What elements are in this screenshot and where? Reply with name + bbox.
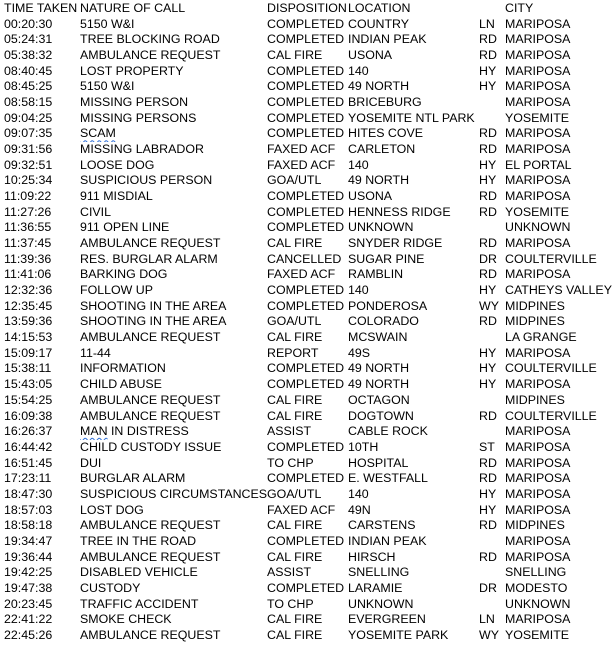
cell-city: COULTERVILLE [505, 361, 597, 376]
cell-location: PONDEROSA [348, 298, 428, 313]
cell-nature: SUSPICIOUS PERSON [80, 173, 213, 188]
cell-disposition: COMPLETED [267, 471, 345, 486]
cell-nature: AMBULANCE REQUEST [80, 330, 221, 345]
cell-nature: AMBULANCE REQUEST [80, 47, 221, 62]
table-row [0, 17, 614, 33]
cell-time: 20:23:45 [4, 596, 53, 611]
cell-road-type: RD [479, 47, 497, 62]
cell-city: MARIPOSA [505, 47, 571, 62]
cell-nature: AMBULANCE REQUEST [80, 392, 221, 407]
table-row [0, 346, 614, 362]
cell-location: HENNESS RIDGE [348, 204, 451, 219]
cell-city: YOSEMITE [505, 110, 570, 125]
cell-road-type: HY [479, 173, 497, 188]
table-row [0, 471, 614, 487]
cell-city: MARIPOSA [505, 345, 571, 360]
cell-time: 05:24:31 [4, 32, 53, 47]
cell-city: MARIPOSA [505, 16, 571, 31]
cell-time: 16:51:45 [4, 455, 53, 470]
cell-location: HOSPITAL [348, 455, 409, 470]
table-row [0, 173, 614, 189]
table-row [0, 95, 614, 111]
cell-time: 08:40:45 [4, 63, 53, 78]
cell-nature: TRAFFIC ACCIDENT [80, 596, 199, 611]
cell-time: 11:41:06 [4, 267, 52, 282]
cell-nature: SMOKE CHECK [80, 612, 172, 627]
cell-city: MARIPOSA [505, 173, 571, 188]
table-row [0, 32, 614, 48]
table-row [0, 534, 614, 550]
cell-city: SNELLING [505, 565, 567, 580]
cell-disposition: COMPLETED [267, 188, 345, 203]
cell-location: 49 NORTH [348, 361, 410, 376]
cell-road-type: DR [479, 251, 497, 266]
cell-disposition: CAL FIRE [267, 549, 323, 564]
cell-nature: AMBULANCE REQUEST [80, 236, 221, 251]
cell-disposition: COMPLETED [267, 94, 345, 109]
cell-nature [80, 126, 268, 142]
cell-disposition: GOA/UTL [267, 486, 322, 501]
cell-disposition: COMPLETED [267, 63, 345, 78]
table-row [0, 299, 614, 315]
cell-disposition: FAXED ACF [267, 157, 336, 172]
cell-location: CARSTENS [348, 518, 416, 533]
cell-road-type: WY [479, 298, 499, 313]
cell-nature: RES. BURGLAR ALARM [80, 251, 218, 266]
cell-disposition: FAXED ACF [267, 141, 336, 156]
cell-time: 11:27:26 [4, 204, 52, 219]
cell-road-type: HY [479, 361, 497, 376]
table-row [0, 79, 614, 95]
cell-location: LARAMIE [348, 580, 403, 595]
cell-city: MARIPOSA [505, 486, 571, 501]
cell-time: 13:59:36 [4, 314, 53, 329]
cell-road-type: RD [479, 471, 497, 486]
cell-time: 00:20:30 [4, 16, 53, 31]
cell-nature: CHILD ABUSE [80, 377, 162, 392]
cell-disposition: COMPLETED [267, 16, 345, 31]
cell-location: MCSWAIN [348, 330, 408, 345]
table-row [0, 283, 614, 299]
cell-location: INDIAN PEAK [348, 533, 427, 548]
table-row [0, 252, 614, 268]
cell-city: MARIPOSA [505, 79, 571, 94]
cell-city: UNKNOWN [505, 220, 571, 235]
cell-nature: TREE BLOCKING ROAD [80, 32, 220, 47]
cell-nature: AMBULANCE REQUEST [80, 549, 221, 564]
cell-disposition: COMPLETED [267, 32, 345, 47]
cell-location: YOSEMITE PARK [348, 628, 449, 643]
cell-nature: AMBULANCE REQUEST [80, 518, 221, 533]
cell-disposition: COMPLETED [267, 580, 345, 595]
table-row [0, 581, 614, 597]
cell-location: SUGAR PINE [348, 251, 425, 266]
cell-time: 05:38:32 [4, 47, 53, 62]
cell-city: MARIPOSA [505, 236, 571, 251]
table-row [0, 487, 614, 503]
cell-nature: CIVIL [80, 204, 111, 219]
cell-disposition: TO CHP [267, 455, 314, 470]
cell-disposition: ASSIST [267, 424, 312, 439]
cell-nature: CUSTODY [80, 580, 141, 595]
cell-nature: SHOOTING IN THE AREA [80, 314, 227, 329]
cell-disposition: CAL FIRE [267, 47, 323, 62]
cell-time: 11:36:55 [4, 220, 52, 235]
cell-city: LA GRANGE [505, 330, 577, 345]
cell-location: COUNTRY [348, 16, 410, 31]
cell-city: EL PORTAL [505, 157, 572, 172]
cell-location: 49 NORTH [348, 79, 410, 94]
cell-road-type: LN [479, 16, 495, 31]
table-row [0, 565, 614, 581]
cell-time: 09:04:25 [4, 110, 53, 125]
cell-location: SNELLING [348, 565, 410, 580]
cell-disposition: COMPLETED [267, 204, 345, 219]
cell-nature: 5150 W&I [80, 79, 135, 94]
header-city: CITY [505, 1, 534, 15]
cell-location: COLORADO [348, 314, 419, 329]
cell-disposition: GOA/UTL [267, 173, 322, 188]
spellcheck-underline: SCAM [80, 126, 116, 141]
cell-road-type: RD [479, 126, 497, 141]
cell-location: OCTAGON [348, 392, 410, 407]
table-row [0, 189, 614, 205]
cell-disposition: CAL FIRE [267, 408, 323, 423]
cell-city: MARIPOSA [505, 471, 571, 486]
table-row [0, 314, 614, 330]
cell-road-type: RD [479, 455, 497, 470]
table-row [0, 205, 614, 221]
cell-time: 19:36:44 [4, 549, 53, 564]
cell-location: DOGTOWN [348, 408, 414, 423]
cell-disposition: REPORT [267, 345, 319, 360]
cell-road-type: RD [479, 188, 497, 203]
cell-nature: 911 OPEN LINE [80, 220, 170, 235]
cell-time: 11:09:22 [4, 188, 52, 203]
cell-time: 19:42:25 [4, 565, 53, 580]
cell-disposition: CAL FIRE [267, 628, 323, 643]
cell-road-type: LN [479, 612, 495, 627]
cell-road-type: RD [479, 518, 497, 533]
cell-time: 18:58:18 [4, 518, 53, 533]
cell-location: 140 [348, 63, 369, 78]
cell-time: 11:37:45 [4, 236, 52, 251]
table-row [0, 440, 614, 456]
cell-road-type: HY [479, 63, 497, 78]
cell-disposition: GOA/UTL [267, 314, 322, 329]
table-row [0, 393, 614, 409]
cell-location: SNYDER RIDGE [348, 236, 443, 251]
cell-road-type: HY [479, 157, 497, 172]
cell-location: HITES COVE [348, 126, 424, 141]
cell-disposition: COMPLETED [267, 283, 345, 298]
cell-location: HIRSCH [348, 549, 396, 564]
cell-nature: INFORMATION [80, 361, 166, 376]
table-row [0, 111, 614, 127]
cell-city: MARIPOSA [505, 612, 571, 627]
cell-city: MIDPINES [505, 298, 565, 313]
table-row [0, 612, 614, 628]
table-row [0, 456, 614, 472]
cell-city: MARIPOSA [505, 424, 571, 439]
cell-road-type: HY [479, 79, 497, 94]
table-row [0, 361, 614, 377]
table-header [0, 1, 614, 17]
cell-time: 15:09:17 [4, 345, 53, 360]
cell-city: MARIPOSA [505, 94, 571, 109]
table-row [0, 628, 614, 644]
cell-road-type: HY [479, 486, 497, 501]
table-row [0, 236, 614, 252]
cell-location: CARLETON [348, 141, 416, 156]
table-row [0, 220, 614, 236]
cell-nature: FOLLOW UP [80, 283, 153, 298]
cell-road-type: RD [479, 141, 497, 156]
cell-location: BRICEBURG [348, 94, 422, 109]
cell-location: 49 NORTH [348, 173, 410, 188]
cell-disposition: TO CHP [267, 596, 314, 611]
cell-time: 09:32:51 [4, 157, 53, 172]
cell-road-type: HY [479, 377, 497, 392]
header-location: LOCATION [348, 1, 411, 15]
cell-road-type: RD [479, 236, 497, 251]
spellcheck-underline: MAN [80, 424, 108, 439]
cell-location: 49 NORTH [348, 377, 410, 392]
cell-road-type: HY [479, 283, 497, 298]
cell-road-type: HY [479, 502, 497, 517]
cell-nature: BARKING DOG [80, 267, 168, 282]
cell-disposition: CAL FIRE [267, 518, 323, 533]
cell-time: 18:47:30 [4, 486, 53, 501]
cell-disposition: COMPLETED [267, 79, 345, 94]
cell-disposition: CAL FIRE [267, 330, 323, 345]
cell-road-type: ST [479, 439, 495, 454]
cell-nature: 5150 W&I [80, 16, 135, 31]
cell-time: 15:38:11 [4, 361, 52, 376]
cell-location: 49N [348, 502, 371, 517]
cell-time: 09:31:56 [4, 141, 53, 156]
cell-city: MARIPOSA [505, 126, 571, 141]
cell-location: USONA [348, 188, 393, 203]
cell-road-type: HY [479, 345, 497, 360]
cell-road-type: RD [479, 32, 497, 47]
cell-time: 09:07:35 [4, 126, 53, 141]
table-row [0, 424, 614, 440]
table-row [0, 267, 614, 283]
cell-nature: 911 MISDIAL [80, 188, 153, 203]
table-row [0, 409, 614, 425]
cell-city: MIDPINES [505, 518, 565, 533]
cell-time: 08:58:15 [4, 94, 53, 109]
cell-disposition: FAXED ACF [267, 502, 336, 517]
cell-city: YOSEMITE [505, 204, 570, 219]
cell-disposition: CAL FIRE [267, 612, 323, 627]
cell-nature: MISSING LABRADOR [80, 141, 204, 156]
cell-time: 17:23:11 [4, 471, 52, 486]
cell-location: 10TH [348, 439, 379, 454]
cell-city: COULTERVILLE [505, 408, 597, 423]
cell-disposition: COMPLETED [267, 533, 345, 548]
cell-city: MARIPOSA [505, 141, 571, 156]
cell-city: MARIPOSA [505, 502, 571, 517]
cell-location: YOSEMITE NTL PARK [348, 110, 475, 125]
cell-road-type: RD [479, 408, 497, 423]
cell-time: 22:45:26 [4, 628, 53, 643]
cell-nature: DUI [80, 455, 102, 470]
cell-nature: AMBULANCE REQUEST [80, 408, 221, 423]
cell-city: MIDPINES [505, 392, 565, 407]
cell-nature: 11-44 [80, 345, 111, 360]
cell-city: UNKNOWN [505, 596, 571, 611]
cell-city: CATHEYS VALLEY [505, 283, 612, 298]
cell-time: 16:09:38 [4, 408, 53, 423]
cell-time: 16:44:42 [4, 439, 53, 454]
cell-city: MIDPINES [505, 314, 565, 329]
cell-city: MARIPOSA [505, 533, 571, 548]
table-row [0, 64, 614, 80]
cell-location: 140 [348, 486, 369, 501]
cell-disposition: COMPLETED [267, 439, 345, 454]
cell-nature: SHOOTING IN THE AREA [80, 298, 227, 313]
cell-city: MARIPOSA [505, 267, 571, 282]
table-row [0, 48, 614, 64]
cell-location: 49S [348, 345, 371, 360]
cell-city: MARIPOSA [505, 32, 571, 47]
header-disposition: DISPOSITION [267, 1, 347, 15]
cell-time: 15:54:25 [4, 392, 53, 407]
cell-time: 12:35:45 [4, 298, 53, 313]
cell-nature: LOST PROPERTY [80, 63, 184, 78]
cell-nature: LOST DOG [80, 502, 144, 517]
table-row [0, 550, 614, 566]
cell-time: 15:43:05 [4, 377, 53, 392]
cell-nature: DISABLED VEHICLE [80, 565, 198, 580]
cell-disposition: COMPLETED [267, 126, 345, 141]
cell-time: 18:57:03 [4, 502, 53, 517]
cell-road-type: DR [479, 580, 497, 595]
cell-disposition: CANCELLED [267, 251, 342, 266]
cell-time: 14:15:53 [4, 330, 53, 345]
cell-disposition: COMPLETED [267, 361, 345, 376]
cell-road-type: RD [479, 204, 497, 219]
cell-time: 22:41:22 [4, 612, 53, 627]
cell-location: INDIAN PEAK [348, 32, 427, 47]
cell-city: YOSEMITE [505, 628, 570, 643]
cell-nature: TREE IN THE ROAD [80, 533, 197, 548]
cell-location: 140 [348, 283, 369, 298]
table-row [0, 377, 614, 393]
cell-city: MODESTO [505, 580, 568, 595]
table-row [0, 503, 614, 519]
cell-city: MARIPOSA [505, 455, 571, 470]
cell-city: MARIPOSA [505, 549, 571, 564]
cell-disposition: COMPLETED [267, 298, 345, 313]
table-row [0, 142, 614, 158]
cell-disposition: FAXED ACF [267, 267, 336, 282]
table-row [0, 518, 614, 534]
cell-nature: MISSING PERSONS [80, 110, 197, 125]
cell-location: UNKNOWN [348, 596, 414, 611]
cell-disposition: COMPLETED [267, 377, 345, 392]
cell-city: MARIPOSA [505, 439, 571, 454]
header-nature-of-call: NATURE OF CALL [80, 1, 186, 15]
cell-city: COULTERVILLE [505, 251, 597, 266]
cell-nature: MAN IN DISTRESS [80, 424, 189, 439]
cell-nature: LOOSE DOG [80, 157, 155, 172]
cell-time: 19:34:47 [4, 533, 53, 548]
cell-location: CABLE ROCK [348, 424, 428, 439]
cell-location: RAMBLIN [348, 267, 404, 282]
cell-time: 16:26:37 [4, 424, 53, 439]
cell-location: EVERGREEN [348, 612, 426, 627]
cell-nature: MISSING PERSON [80, 94, 189, 109]
cell-nature: CHILD CUSTODY ISSUE [80, 439, 222, 454]
cell-location: 140 [348, 157, 369, 172]
cell-time: 10:25:34 [4, 173, 53, 188]
cell-city: MARIPOSA [505, 188, 571, 203]
cell-road-type: WY [479, 628, 499, 643]
cell-disposition: CAL FIRE [267, 392, 323, 407]
cell-nature: AMBULANCE REQUEST [80, 628, 221, 643]
cell-location: UNKNOWN [348, 220, 414, 235]
cell-time: 19:47:38 [4, 580, 53, 595]
cell-disposition: COMPLETED [267, 110, 345, 125]
cell-disposition: ASSIST [267, 565, 312, 580]
cell-city: MARIPOSA [505, 63, 571, 78]
cell-nature: SUSPICIOUS CIRCUMSTANCES [80, 486, 268, 501]
cell-location: E. WESTFALL [348, 471, 428, 486]
cell-time: 12:32:36 [4, 283, 53, 298]
table-row [0, 126, 614, 142]
cell-location: USONA [348, 47, 393, 62]
cell-city: MARIPOSA [505, 377, 571, 392]
cell-road-type: RD [479, 314, 497, 329]
cell-road-type: RD [479, 549, 497, 564]
cell-nature: BURGLAR ALARM [80, 471, 186, 486]
cell-time: 08:45:25 [4, 79, 53, 94]
table-row [0, 330, 614, 346]
table-row [0, 597, 614, 613]
cell-disposition: COMPLETED [267, 220, 345, 235]
table-row [0, 158, 614, 174]
cell-time: 11:39:36 [4, 251, 52, 266]
header-time-taken: TIME TAKEN [4, 1, 78, 15]
cell-road-type: RD [479, 267, 497, 282]
cell-disposition: CAL FIRE [267, 236, 323, 251]
